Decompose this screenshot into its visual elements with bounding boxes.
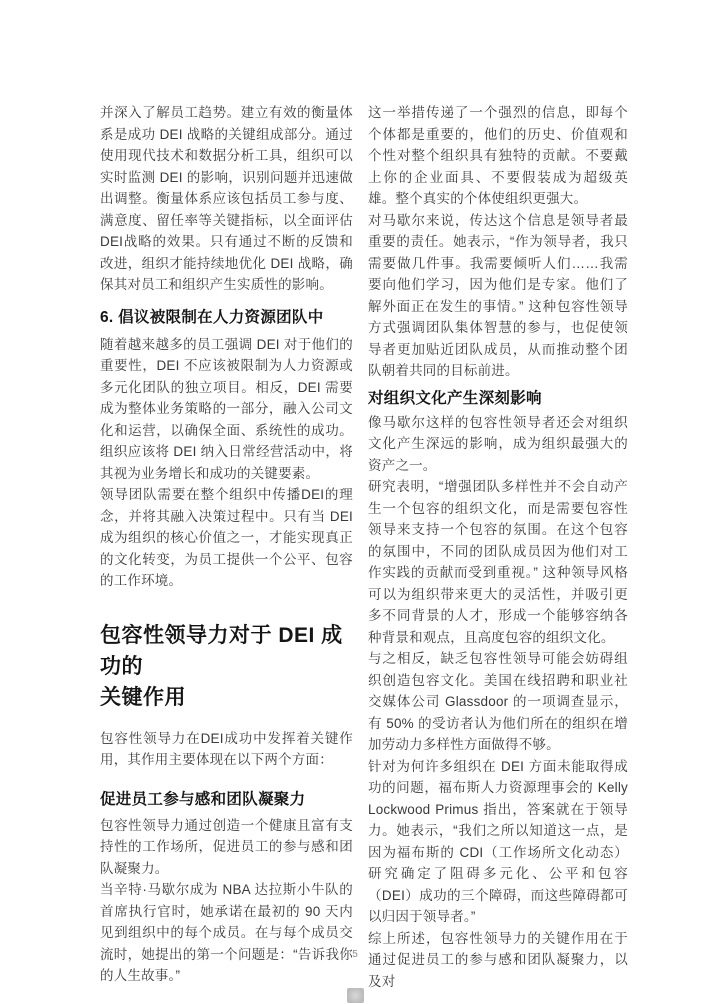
paragraph: 与之相反，缺乏包容性领导可能会妨碍组织创造包容文化。美国在线招聘和职业社交媒体公司 Glassdoor 的一项调查显示，有 50% 的受访者认为他们所在的组织在增加劳动力多样性方面做得不够。 bbox=[368, 651, 628, 752]
paragraph: 包容性领导力通过创造一个健康且富有支持性的工作场所，促进员工的参与感和团队凝聚力。 bbox=[100, 817, 353, 876]
paragraph: 包容性领导力在DEI成功中发挥着关键作用，其作用主要体现在以下两个方面： bbox=[100, 730, 353, 767]
paragraph: 并深入了解员工趋势。建立有效的衡量体系是成功 DEI 战略的关键组成部分。通过使用现代技术和数据分析工具，组织可以实时监测 DEI 的影响，识别问题并迅速做出调整。衡量体系应该包括员工参与度、满意度、留任率等关键指标，以全面评估DEI战略的效果。只有通过不断的反馈和改进，组织才能持续地优化 DEI 战略，确保其对员工和组织产生实质性的影响。 bbox=[100, 105, 353, 292]
paragraph: 针对为何许多组织在 DEI 方面未能取得成功的问题，福布斯人力资源理事会的 Kelly Lockwood Primus 指出，答案就在于领导力。她表示，“我们之所以知道这一点，是因为福布斯的 CDI（工作场所文化动态）研究确定了阻碍多元化、公平和包容（DEI）成功的三个障碍，而这些障碍都可以归因于领导者。” bbox=[368, 758, 628, 924]
section-heading-culture: 对组织文化产生深刻影响 bbox=[368, 389, 542, 407]
paragraph: 像马歇尔这样的包容性领导者还会对组织文化产生深远的影响，成为组织最强大的资产之一。 bbox=[368, 414, 628, 473]
paragraph: 随着越来越多的员工强调 DEI 对于他们的重要性，DEI 不应该被限制为人力资源或多元化团队的独立项目。相反，DEI 需要成为整体业务策略的一部分，融入公司文化和运营，以确保全面、系统性的成功。组织应该将 DEI 纳入日常经营活动中，将其视为业务增长和成功的关键要素。 bbox=[100, 336, 353, 481]
section-heading-hr-team: 6. 倡议被限制在人力资源团队中 bbox=[100, 308, 324, 326]
paragraph: 这一举措传递了一个强烈的信息，即每个个体都是重要的，他们的历史、价值观和个性对整个组织具有独特的贡献。不要戴上你的企业面具、不要假装成为超级英雄。整个真实的个体使组织更强大。 bbox=[368, 105, 628, 206]
paragraph: 领导团队需要在整个组织中传播DEI的理念，并将其融入决策过程中。只有当 DEI 成为组织的核心价值之一，才能实现真正的文化转变，为员工提供一个公平、包容的工作环境。 bbox=[100, 487, 353, 588]
paragraph: 研究表明，“增强团队多样性并不会自动产生一个包容的组织文化，而是需要包容性领导来支持一个包容的氛围。在这个包容的氛围中，不同的团队成员因为他们对工作实践的贡献而受到重视。” 这种领导风格可以为组织带来更大的灵活性，并吸引更多不同背景的人才，形成一个能够容纳各种背景和观点，且高度包容的组织文化。 bbox=[368, 479, 628, 645]
paragraph: 当辛特·马歇尔成为 NBA 达拉斯小牛队的首席执行官时，她承诺在最初的 90 天内见到组织中的每个成员。在与每个成员交流时，她提出的第一个问题是：“告诉我你的人生故事。” bbox=[100, 882, 353, 983]
document-title-line1: 包容性领导力对于 DEI 成功的 bbox=[100, 623, 343, 678]
paragraph: 综上所述，包容性领导力的关键作用在于通过促进员工的参与感和团队凝聚力，以及对 bbox=[368, 930, 628, 989]
page-marker-icon bbox=[347, 988, 364, 1003]
document-title-line2: 关键作用 bbox=[100, 685, 186, 709]
right-column bbox=[368, 102, 628, 992]
document-title bbox=[100, 620, 353, 713]
paragraph: 对马歇尔来说，传达这个信息是领导者最重要的责任。她表示，“作为领导者，我只需要做几件事。我需要倾听人们……我需要向他们学习，因为他们是专家。他们了解外面正在发生的事情。” 这种包容性领导方式强调团队集体智慧的参与，也促使领导者更加贴近团队成员，从而推动整个团队朝着共同的目标前进。 bbox=[368, 212, 628, 378]
left-column bbox=[100, 102, 353, 987]
page-number: 5 bbox=[352, 949, 358, 960]
subsection-heading-engagement: 促进员工参与感和团队凝聚力 bbox=[100, 790, 306, 808]
